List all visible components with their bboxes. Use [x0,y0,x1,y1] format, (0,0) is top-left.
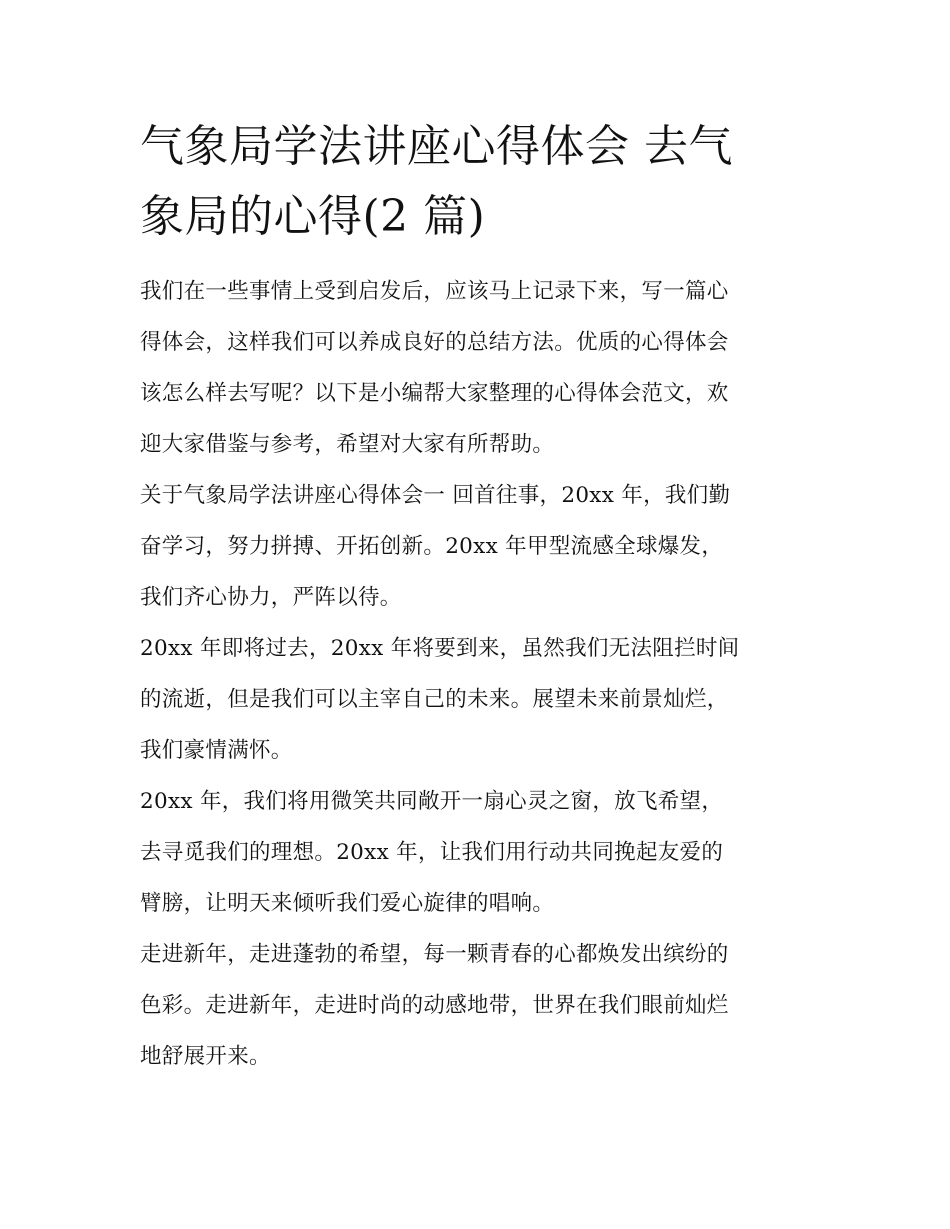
text-line: 20xx 年即将过去，20xx 年将要到来，虽然我们无法阻拦时间 [140,636,740,661]
text-line: 色彩。走进新年，走进时尚的动感地带，世界在我们眼前灿烂 [140,993,729,1018]
paragraph-4 [140,929,812,1082]
text-line: 关于气象局学法讲座心得体会一 回首往事，20xx 年，我们勤 [140,483,731,508]
title-line: 象局的心得(2 篇) [140,191,486,242]
text-line: 我们豪情满怀。 [140,738,293,763]
text-line: 走进新年，走进蓬勃的希望，每一颗青春的心都焕发出缤纷的 [140,942,729,967]
paragraph-3 [140,776,812,929]
text-line: 该怎么样去写呢？以下是小编帮大家整理的心得体会范文，欢 [140,381,729,406]
document-body [140,112,812,1082]
paragraph-1 [140,470,812,623]
text-line: 迎大家借鉴与参考，希望对大家有所帮助。 [140,432,555,457]
document-title [140,112,812,252]
text-line: 的流逝，但是我们可以主宰自己的未来。展望未来前景灿烂， [140,687,729,712]
title-line: 气象局学法讲座心得体会 去气 [140,121,733,172]
text-line: 臂膀，让明天来倾听我们爱心旋律的唱响。 [140,891,555,916]
text-line: 去寻觅我们的理想。20xx 年，让我们用行动共同挽起友爱的 [140,840,724,865]
text-line: 奋学习，努力拼搏、开拓创新。20xx 年甲型流感全球爆发， [140,534,724,559]
text-line: 地舒展开来。 [140,1044,271,1069]
paragraph-2 [140,623,812,776]
paragraph-intro [140,266,812,470]
text-line: 我们齐心协力，严阵以待。 [140,585,402,610]
text-line: 我们在一些事情上受到启发后，应该马上记录下来，写一篇心 [140,279,729,304]
text-line: 得体会，这样我们可以养成良好的总结方法。优质的心得体会 [140,330,729,355]
text-line: 20xx 年，我们将用微笑共同敞开一扇心灵之窗，放飞希望， [140,789,724,814]
